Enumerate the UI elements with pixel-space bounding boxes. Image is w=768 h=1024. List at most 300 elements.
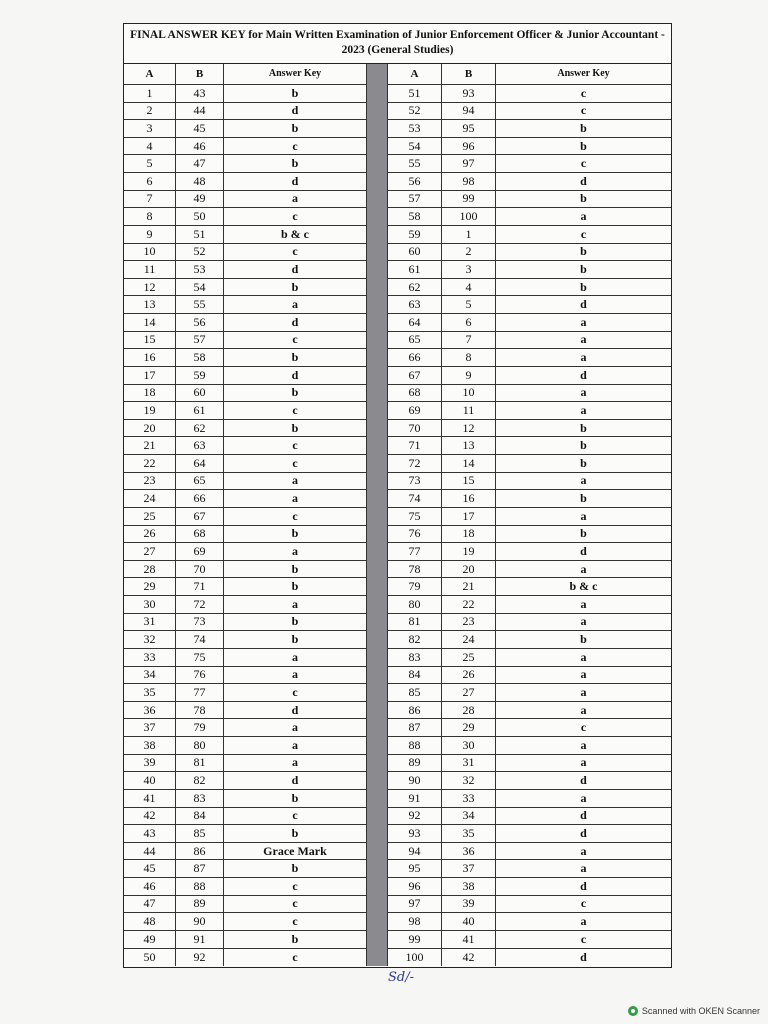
question-a-cell: 73 bbox=[388, 473, 442, 490]
table-row bbox=[388, 649, 671, 667]
answer-key-cell: b bbox=[580, 279, 587, 294]
question-a-cell: 37 bbox=[124, 719, 176, 736]
answer-key-cell: c bbox=[580, 931, 587, 946]
question-b-cell: 34 bbox=[442, 808, 496, 825]
question-a-cell: 48 bbox=[124, 913, 176, 930]
table-row bbox=[388, 825, 671, 843]
answer-key-cell: c bbox=[292, 244, 298, 259]
question-a-cell: 19 bbox=[124, 402, 176, 419]
answer-key-cell: b bbox=[291, 861, 299, 876]
question-a-cell: 10 bbox=[124, 244, 176, 261]
answer-key-cell: a bbox=[580, 209, 587, 224]
question-b-cell: 68 bbox=[176, 526, 224, 543]
question-a-cell: 44 bbox=[124, 843, 176, 860]
question-a-cell: 49 bbox=[124, 931, 176, 948]
answer-key-cell: b bbox=[291, 350, 299, 365]
answer-key-cell: a bbox=[292, 737, 298, 752]
table-row bbox=[124, 843, 366, 861]
answer-key-cell: c bbox=[292, 896, 298, 911]
answer-key-cell: c bbox=[580, 85, 587, 100]
question-b-cell: 49 bbox=[176, 191, 224, 208]
table-row bbox=[124, 155, 366, 173]
question-a-cell: 69 bbox=[388, 402, 442, 419]
question-b-cell: 96 bbox=[442, 138, 496, 155]
table-row bbox=[124, 332, 366, 350]
question-a-cell: 98 bbox=[388, 913, 442, 930]
table-row bbox=[388, 208, 671, 226]
question-b-cell: 72 bbox=[176, 596, 224, 613]
question-b-cell: 84 bbox=[176, 808, 224, 825]
question-b-cell: 76 bbox=[176, 667, 224, 684]
answer-key-cell: Grace Mark bbox=[263, 843, 327, 858]
question-a-cell: 40 bbox=[124, 772, 176, 789]
table-row bbox=[124, 402, 366, 420]
table-row bbox=[124, 772, 366, 790]
question-a-cell: 35 bbox=[124, 684, 176, 701]
question-a-cell: 78 bbox=[388, 561, 442, 578]
answer-key-cell: b bbox=[580, 632, 587, 647]
table-row bbox=[124, 931, 366, 949]
question-a-cell: 11 bbox=[124, 261, 176, 278]
question-a-cell: 56 bbox=[388, 173, 442, 190]
question-b-cell: 69 bbox=[176, 543, 224, 560]
table-row bbox=[124, 437, 366, 455]
table-row bbox=[124, 649, 366, 667]
question-a-cell: 79 bbox=[388, 578, 442, 595]
question-a-cell: 90 bbox=[388, 772, 442, 789]
question-b-cell: 14 bbox=[442, 455, 496, 472]
question-b-cell: 29 bbox=[442, 719, 496, 736]
answer-key-cell: c bbox=[580, 156, 587, 171]
question-b-cell: 38 bbox=[442, 878, 496, 895]
table-row bbox=[124, 578, 366, 596]
question-b-cell: 25 bbox=[442, 649, 496, 666]
answer-key-cell: c bbox=[580, 720, 587, 735]
answer-key-cell: c bbox=[292, 402, 298, 417]
table-row bbox=[124, 790, 366, 808]
question-a-cell: 74 bbox=[388, 490, 442, 507]
question-a-cell: 1 bbox=[124, 85, 176, 102]
table-row bbox=[124, 808, 366, 826]
question-a-cell: 88 bbox=[388, 737, 442, 754]
table-row bbox=[388, 913, 671, 931]
question-a-cell: 94 bbox=[388, 843, 442, 860]
answer-key-cell: a bbox=[580, 861, 587, 876]
answer-key-cell: a bbox=[580, 667, 587, 682]
question-b-cell: 39 bbox=[442, 896, 496, 913]
question-a-cell: 61 bbox=[388, 261, 442, 278]
table-row bbox=[388, 684, 671, 702]
question-a-cell: 42 bbox=[124, 808, 176, 825]
answer-key-cell: b bbox=[580, 244, 587, 259]
table-row bbox=[124, 279, 366, 297]
answer-key-cell: d bbox=[580, 878, 587, 893]
question-b-cell: 20 bbox=[442, 561, 496, 578]
answer-key-cell: b bbox=[291, 561, 299, 576]
question-a-cell: 38 bbox=[124, 737, 176, 754]
answer-key-cell: d bbox=[291, 702, 299, 717]
question-a-cell: 60 bbox=[388, 244, 442, 261]
question-a-cell: 43 bbox=[124, 825, 176, 842]
question-a-cell: 17 bbox=[124, 367, 176, 384]
question-b-cell: 81 bbox=[176, 755, 224, 772]
question-b-cell: 53 bbox=[176, 261, 224, 278]
answer-key-cell: b bbox=[291, 385, 299, 400]
question-b-cell: 48 bbox=[176, 173, 224, 190]
question-a-cell: 85 bbox=[388, 684, 442, 701]
question-a-cell: 20 bbox=[124, 420, 176, 437]
answer-key-cell: a bbox=[580, 332, 587, 347]
table-row bbox=[388, 543, 671, 561]
scanner-logo-icon bbox=[628, 1006, 638, 1016]
table-row bbox=[388, 244, 671, 262]
answer-key-cell: a bbox=[292, 473, 298, 488]
answer-key-cell: a bbox=[580, 473, 587, 488]
answer-key-cell: c bbox=[292, 914, 298, 929]
table-row bbox=[124, 367, 366, 385]
header-answer-key: Answer Key bbox=[557, 68, 610, 80]
question-b-cell: 7 bbox=[442, 332, 496, 349]
title-line-2: 2023 (General Studies) bbox=[341, 44, 454, 56]
table-row bbox=[388, 772, 671, 790]
question-a-cell: 53 bbox=[388, 120, 442, 137]
table-row bbox=[388, 332, 671, 350]
table-row bbox=[388, 561, 671, 579]
answer-key-cell: a bbox=[580, 649, 587, 664]
scanner-watermark bbox=[628, 1006, 760, 1016]
answer-key-cell: d bbox=[291, 173, 299, 188]
answer-key-cell: d bbox=[291, 103, 299, 118]
question-a-cell: 63 bbox=[388, 296, 442, 313]
answer-key-cell: c bbox=[292, 949, 298, 964]
answer-key-cell: d bbox=[291, 314, 299, 329]
question-b-cell: 90 bbox=[176, 913, 224, 930]
question-b-cell: 60 bbox=[176, 385, 224, 402]
question-a-cell: 55 bbox=[388, 155, 442, 172]
header-b: B bbox=[176, 64, 224, 84]
table-row bbox=[124, 473, 366, 491]
question-a-cell: 22 bbox=[124, 455, 176, 472]
table-row bbox=[124, 85, 366, 103]
question-b-cell: 62 bbox=[176, 420, 224, 437]
table-row bbox=[124, 878, 366, 896]
question-a-cell: 97 bbox=[388, 896, 442, 913]
question-a-cell: 36 bbox=[124, 702, 176, 719]
question-b-cell: 33 bbox=[442, 790, 496, 807]
question-b-cell: 3 bbox=[442, 261, 496, 278]
question-b-cell: 21 bbox=[442, 578, 496, 595]
question-b-cell: 36 bbox=[442, 843, 496, 860]
question-b-cell: 79 bbox=[176, 719, 224, 736]
table-row bbox=[388, 367, 671, 385]
question-b-cell: 31 bbox=[442, 755, 496, 772]
answer-key-cell: b bbox=[580, 438, 587, 453]
question-b-cell: 13 bbox=[442, 437, 496, 454]
answer-key-cell: b bbox=[580, 491, 587, 506]
table-row bbox=[124, 420, 366, 438]
answer-key-cell: b bbox=[291, 632, 299, 647]
table-header-row bbox=[388, 64, 671, 85]
question-a-cell: 89 bbox=[388, 755, 442, 772]
question-b-cell: 87 bbox=[176, 860, 224, 877]
answer-key-cell: c bbox=[580, 103, 587, 118]
table-row bbox=[388, 526, 671, 544]
table-row bbox=[124, 261, 366, 279]
answer-key-cell: b bbox=[291, 85, 299, 100]
question-a-cell: 39 bbox=[124, 755, 176, 772]
answer-key-cell: d bbox=[580, 297, 587, 312]
answer-key-cell: b bbox=[580, 191, 587, 206]
table-row bbox=[124, 596, 366, 614]
question-a-cell: 83 bbox=[388, 649, 442, 666]
table-row bbox=[124, 385, 366, 403]
question-b-cell: 35 bbox=[442, 825, 496, 842]
answer-key-cell: c bbox=[580, 896, 587, 911]
question-b-cell: 99 bbox=[442, 191, 496, 208]
question-b-cell: 74 bbox=[176, 631, 224, 648]
question-a-cell: 76 bbox=[388, 526, 442, 543]
answer-key-cell: a bbox=[580, 402, 587, 417]
table-row bbox=[388, 120, 671, 138]
question-b-cell: 88 bbox=[176, 878, 224, 895]
answer-key-cell: c bbox=[292, 438, 298, 453]
header-answer-key: Answer Key bbox=[268, 68, 322, 80]
answer-key-cell: b bbox=[291, 279, 299, 294]
table-row bbox=[388, 420, 671, 438]
question-b-cell: 92 bbox=[176, 949, 224, 967]
question-b-cell: 43 bbox=[176, 85, 224, 102]
table-row bbox=[124, 173, 366, 191]
answer-key-cell: a bbox=[580, 314, 587, 329]
table-row bbox=[124, 120, 366, 138]
table-row bbox=[388, 103, 671, 121]
question-a-cell: 72 bbox=[388, 455, 442, 472]
question-a-cell: 50 bbox=[124, 949, 176, 967]
table-row bbox=[124, 667, 366, 685]
question-a-cell: 86 bbox=[388, 702, 442, 719]
question-b-cell: 85 bbox=[176, 825, 224, 842]
question-b-cell: 45 bbox=[176, 120, 224, 137]
table-row bbox=[124, 949, 366, 967]
answer-key-cell: b bbox=[291, 790, 299, 805]
answer-key-cell: a bbox=[292, 191, 298, 206]
question-b-cell: 28 bbox=[442, 702, 496, 719]
question-a-cell: 75 bbox=[388, 508, 442, 525]
question-b-cell: 8 bbox=[442, 349, 496, 366]
table-row bbox=[124, 314, 366, 332]
table-row bbox=[388, 85, 671, 103]
question-b-cell: 61 bbox=[176, 402, 224, 419]
answer-key-cell: a bbox=[580, 790, 587, 805]
answer-key-cell: b bbox=[580, 261, 587, 276]
question-b-cell: 65 bbox=[176, 473, 224, 490]
answer-key-cell: c bbox=[292, 209, 298, 224]
right-table-half bbox=[388, 64, 671, 966]
answer-key-cell: a bbox=[292, 297, 298, 312]
answer-key-cell: c bbox=[292, 684, 298, 699]
question-a-cell: 80 bbox=[388, 596, 442, 613]
table-row bbox=[388, 808, 671, 826]
table-row bbox=[388, 402, 671, 420]
question-a-cell: 95 bbox=[388, 860, 442, 877]
table-row bbox=[124, 896, 366, 914]
answer-key-cell: b bbox=[580, 120, 587, 135]
question-b-cell: 19 bbox=[442, 543, 496, 560]
question-a-cell: 25 bbox=[124, 508, 176, 525]
table-row bbox=[388, 790, 671, 808]
answer-key-cell: a bbox=[580, 914, 587, 929]
answer-key-cell: c bbox=[292, 138, 298, 153]
question-a-cell: 62 bbox=[388, 279, 442, 296]
answer-key-cell: b bbox=[291, 156, 299, 171]
handwritten-signature: Sd/- bbox=[388, 970, 414, 985]
question-b-cell: 16 bbox=[442, 490, 496, 507]
question-a-cell: 59 bbox=[388, 226, 442, 243]
table-row bbox=[388, 490, 671, 508]
question-b-cell: 18 bbox=[442, 526, 496, 543]
table-row bbox=[388, 896, 671, 914]
answer-key-cell: a bbox=[580, 684, 587, 699]
table-row bbox=[388, 860, 671, 878]
question-b-cell: 1 bbox=[442, 226, 496, 243]
question-a-cell: 52 bbox=[388, 103, 442, 120]
question-a-cell: 91 bbox=[388, 790, 442, 807]
question-a-cell: 18 bbox=[124, 385, 176, 402]
table-row bbox=[388, 931, 671, 949]
answer-key-cell: a bbox=[580, 596, 587, 611]
answer-table bbox=[124, 64, 671, 966]
question-b-cell: 71 bbox=[176, 578, 224, 595]
question-b-cell: 42 bbox=[442, 949, 496, 967]
table-row bbox=[124, 631, 366, 649]
table-row bbox=[388, 279, 671, 297]
question-b-cell: 63 bbox=[176, 437, 224, 454]
question-a-cell: 45 bbox=[124, 860, 176, 877]
table-row bbox=[388, 508, 671, 526]
table-row bbox=[388, 296, 671, 314]
answer-key-cell: b bbox=[580, 420, 587, 435]
table-row bbox=[388, 737, 671, 755]
question-b-cell: 89 bbox=[176, 896, 224, 913]
question-a-cell: 87 bbox=[388, 719, 442, 736]
question-b-cell: 55 bbox=[176, 296, 224, 313]
question-a-cell: 93 bbox=[388, 825, 442, 842]
question-a-cell: 77 bbox=[388, 543, 442, 560]
answer-key-cell: a bbox=[580, 614, 587, 629]
question-b-cell: 93 bbox=[442, 85, 496, 102]
question-b-cell: 59 bbox=[176, 367, 224, 384]
answer-key-cell: d bbox=[291, 261, 299, 276]
question-a-cell: 6 bbox=[124, 173, 176, 190]
table-row bbox=[388, 385, 671, 403]
table-row bbox=[124, 913, 366, 931]
table-row bbox=[124, 543, 366, 561]
question-a-cell: 30 bbox=[124, 596, 176, 613]
answer-key-sheet bbox=[123, 23, 672, 968]
table-row bbox=[388, 755, 671, 773]
question-b-cell: 82 bbox=[176, 772, 224, 789]
question-a-cell: 41 bbox=[124, 790, 176, 807]
question-b-cell: 6 bbox=[442, 314, 496, 331]
question-a-cell: 70 bbox=[388, 420, 442, 437]
table-row bbox=[388, 878, 671, 896]
table-row bbox=[124, 737, 366, 755]
answer-key-cell: c bbox=[292, 508, 298, 523]
question-b-cell: 86 bbox=[176, 843, 224, 860]
question-a-cell: 57 bbox=[388, 191, 442, 208]
table-row bbox=[124, 755, 366, 773]
question-a-cell: 64 bbox=[388, 314, 442, 331]
answer-key-cell: a bbox=[292, 755, 298, 770]
answer-key-cell: b bbox=[580, 526, 587, 541]
question-b-cell: 9 bbox=[442, 367, 496, 384]
answer-key-cell: b bbox=[291, 825, 299, 840]
scanner-text: Scanned with OKEN Scanner bbox=[641, 1006, 760, 1016]
question-b-cell: 11 bbox=[442, 402, 496, 419]
answer-key-cell: d bbox=[580, 173, 587, 188]
question-b-cell: 27 bbox=[442, 684, 496, 701]
left-table-half bbox=[124, 64, 366, 966]
question-b-cell: 91 bbox=[176, 931, 224, 948]
question-b-cell: 47 bbox=[176, 155, 224, 172]
question-a-cell: 100 bbox=[388, 949, 442, 967]
question-b-cell: 50 bbox=[176, 208, 224, 225]
question-a-cell: 34 bbox=[124, 667, 176, 684]
answer-key-cell: c bbox=[292, 455, 298, 470]
table-row bbox=[124, 244, 366, 262]
question-b-cell: 94 bbox=[442, 103, 496, 120]
question-b-cell: 75 bbox=[176, 649, 224, 666]
question-b-cell: 78 bbox=[176, 702, 224, 719]
question-b-cell: 100 bbox=[442, 208, 496, 225]
answer-key-cell: d bbox=[580, 825, 587, 840]
table-row bbox=[388, 155, 671, 173]
question-a-cell: 46 bbox=[124, 878, 176, 895]
question-a-cell: 2 bbox=[124, 103, 176, 120]
title-line-1: FINAL ANSWER KEY for Main Written Examination of Junior Enforcement Officer & Junior Accountant - bbox=[130, 29, 665, 41]
document-title bbox=[124, 24, 671, 64]
question-b-cell: 37 bbox=[442, 860, 496, 877]
question-a-cell: 23 bbox=[124, 473, 176, 490]
table-row bbox=[388, 614, 671, 632]
answer-key-cell: a bbox=[580, 561, 587, 576]
question-b-cell: 83 bbox=[176, 790, 224, 807]
question-b-cell: 58 bbox=[176, 349, 224, 366]
answer-key-cell: a bbox=[292, 720, 298, 735]
answer-key-cell: a bbox=[292, 543, 298, 558]
question-b-cell: 41 bbox=[442, 931, 496, 948]
question-b-cell: 23 bbox=[442, 614, 496, 631]
answer-key-cell: b bbox=[580, 455, 587, 470]
table-row bbox=[388, 191, 671, 209]
answer-key-cell: b bbox=[291, 931, 299, 946]
table-row bbox=[388, 261, 671, 279]
answer-key-cell: a bbox=[580, 843, 587, 858]
answer-key-cell: c bbox=[580, 226, 587, 241]
table-row bbox=[124, 702, 366, 720]
question-a-cell: 66 bbox=[388, 349, 442, 366]
answer-key-cell: d bbox=[291, 773, 299, 788]
table-row bbox=[388, 473, 671, 491]
column-divider bbox=[366, 64, 388, 966]
answer-key-cell: a bbox=[580, 755, 587, 770]
question-a-cell: 14 bbox=[124, 314, 176, 331]
table-row bbox=[388, 702, 671, 720]
question-a-cell: 7 bbox=[124, 191, 176, 208]
question-b-cell: 40 bbox=[442, 913, 496, 930]
question-a-cell: 26 bbox=[124, 526, 176, 543]
table-row bbox=[124, 684, 366, 702]
